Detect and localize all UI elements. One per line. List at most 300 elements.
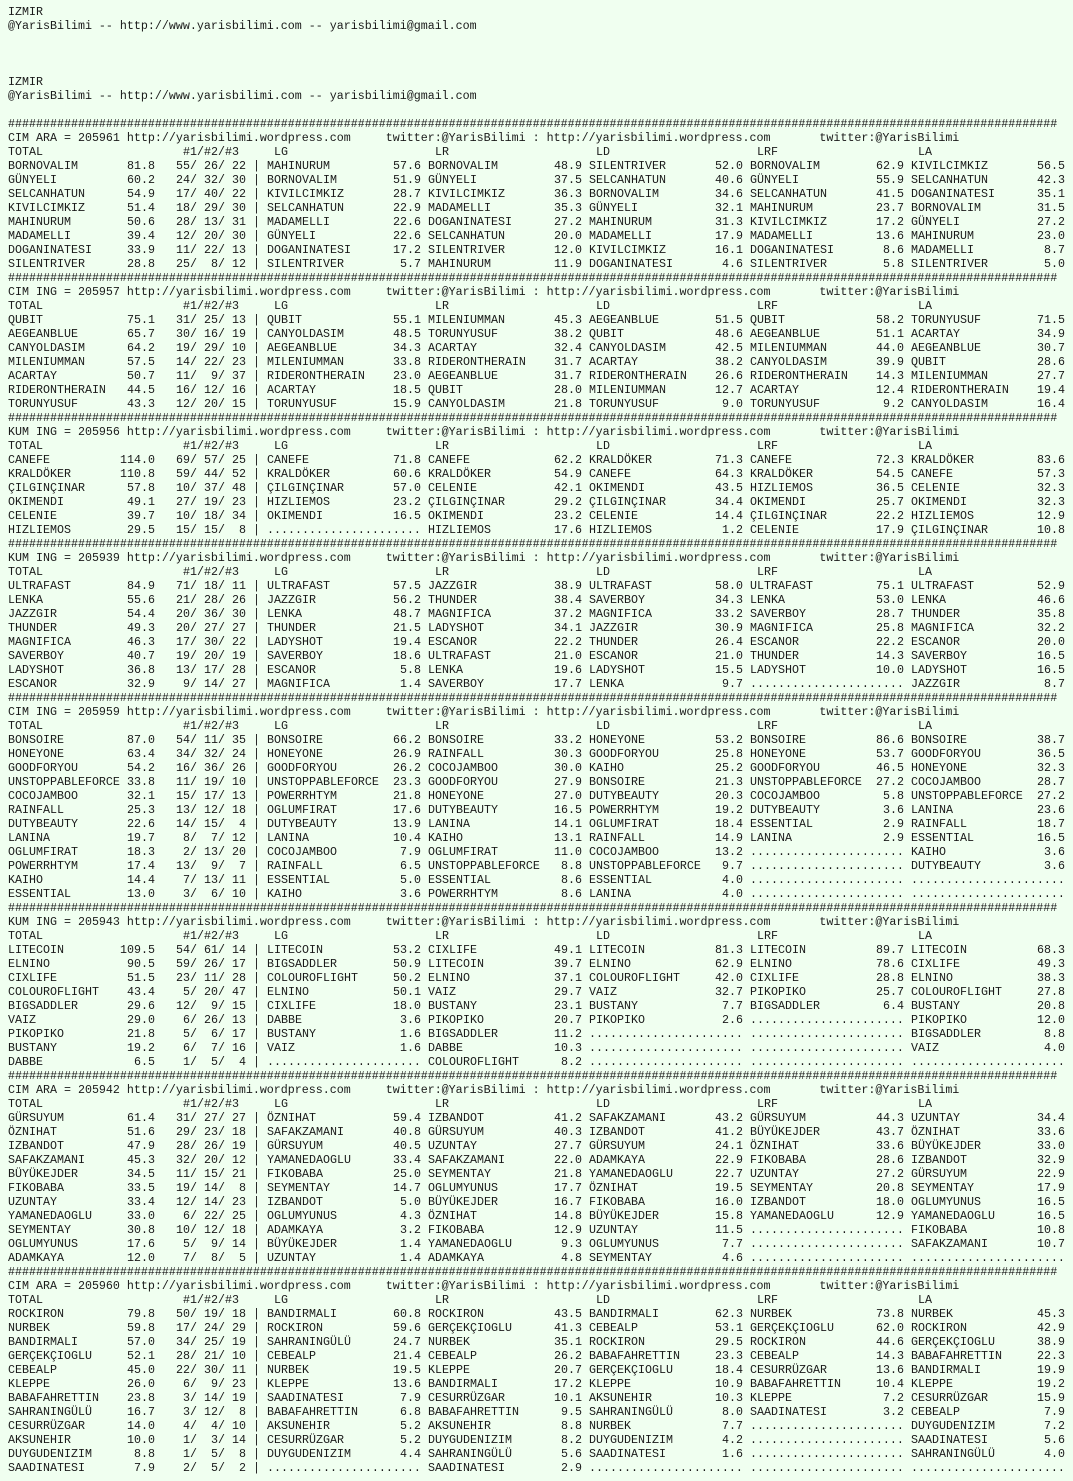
- lr-horse-name: GÜRSUYUM: [428, 1125, 484, 1139]
- lg-score: 48.7: [393, 607, 421, 621]
- lrf-score: 5.8: [883, 257, 904, 271]
- lrf-score: 43.7: [876, 1125, 904, 1139]
- result-row: [8, 481, 1073, 495]
- horse-name: BÜYÜKEJDER: [8, 1167, 78, 1181]
- lr-horse-name: LADYSHOT: [428, 621, 484, 635]
- race-section: [8, 901, 1073, 1069]
- lg-horse-name: OGLUMYUNUS: [267, 1209, 337, 1223]
- ld-score: 29.5: [715, 1335, 743, 1349]
- placings: 19/ 14/ 8: [176, 1181, 246, 1195]
- ld-score: 7.7: [722, 1419, 743, 1433]
- lr-horse-name: ÇILGINÇINAR: [428, 495, 505, 509]
- ld-horse-name: RIDERONTHERAIN: [589, 369, 687, 383]
- divider: |: [253, 1153, 260, 1167]
- total-score: 46.3: [127, 635, 155, 649]
- lr-score: 20.7: [554, 1013, 582, 1027]
- intro-contact: @YarisBilimi -- http://www.yarisbilimi.com -- yarisbilimi@gmail.com: [8, 89, 477, 103]
- result-row: [8, 1111, 1073, 1125]
- lrf-score: 44.3: [876, 1111, 904, 1125]
- lg-horse-name: LADYSHOT: [267, 635, 323, 649]
- lg-score: 28.7: [393, 187, 421, 201]
- lr-score: 17.7: [554, 677, 582, 691]
- la-horse-name: BABAFAHRETTIN: [911, 1349, 1002, 1363]
- lr-horse-name: KLEPPE: [428, 1363, 470, 1377]
- ld-score: 4.2: [722, 1433, 743, 1447]
- column-header-ld: LD: [596, 929, 610, 943]
- divider: |: [253, 257, 260, 271]
- lrf-horse-name: GÜRSUYUM: [750, 1111, 806, 1125]
- ld-score: 30.9: [715, 621, 743, 635]
- la-score: 4.0: [1044, 1447, 1065, 1461]
- lg-score: 22.9: [393, 201, 421, 215]
- la-horse-name: HONEYONE: [911, 761, 967, 775]
- result-row: [8, 789, 1073, 803]
- ld-score: 21.3: [715, 775, 743, 789]
- placings: 19/ 20/ 19: [176, 649, 246, 663]
- lr-score: 13.1: [554, 831, 582, 845]
- column-header-lr: LR: [435, 565, 449, 579]
- ld-horse-name: OGLUMFIRAT: [589, 817, 659, 831]
- column-header-splits: #1/#2/#3: [183, 439, 239, 453]
- placings: 11/ 15/ 21: [176, 1167, 246, 1181]
- result-row: [8, 1181, 1073, 1195]
- la-horse-name: ......................: [911, 887, 1065, 901]
- la-horse-name: CELENIE: [911, 481, 960, 495]
- lg-score: 60.6: [393, 467, 421, 481]
- lr-horse-name: VAIZ: [428, 985, 456, 999]
- ld-score: 14.4: [715, 509, 743, 523]
- separator-line: ######################################################################################################################################################: [8, 1265, 1058, 1279]
- divider: |: [253, 803, 260, 817]
- lrf-horse-name: CELENIE: [750, 523, 799, 537]
- lg-horse-name: ROCKIRON: [267, 1321, 323, 1335]
- ld-horse-name: SAFAKZAMANI: [589, 1111, 666, 1125]
- divider: |: [253, 1335, 260, 1349]
- lrf-horse-name: ......................: [750, 1447, 904, 1461]
- la-horse-name: COCOJAMBOO: [911, 775, 981, 789]
- lrf-horse-name: ELNINO: [750, 957, 792, 971]
- lrf-horse-name: KRALDÖKER: [750, 467, 813, 481]
- horse-name: RAINFALL: [8, 803, 64, 817]
- placings: 29/ 23/ 18: [176, 1125, 246, 1139]
- lrf-score: 53.0: [876, 593, 904, 607]
- lr-horse-name: SILENTRIVER: [428, 243, 505, 257]
- lr-horse-name: LANINA: [428, 817, 470, 831]
- placings: 18/ 29/ 30: [176, 201, 246, 215]
- column-header-lrf: LRF: [757, 299, 778, 313]
- total-score: 57.5: [127, 355, 155, 369]
- column-header-ld: LD: [596, 1293, 610, 1307]
- column-header-splits: #1/#2/#3: [183, 929, 239, 943]
- lg-horse-name: HONEYONE: [267, 747, 323, 761]
- lrf-score: 25.7: [876, 495, 904, 509]
- lg-score: 57.0: [393, 481, 421, 495]
- column-header-lg: LG: [274, 439, 288, 453]
- column-header-total: TOTAL: [8, 929, 43, 943]
- lrf-score: 28.7: [876, 607, 904, 621]
- horse-name: MAGNIFICA: [8, 635, 71, 649]
- divider: |: [253, 1055, 260, 1069]
- lrf-score: 7.2: [883, 1391, 904, 1405]
- ld-horse-name: BONSOIRE: [589, 775, 645, 789]
- result-row: [8, 1377, 1073, 1391]
- total-score: 110.8: [120, 467, 155, 481]
- la-horse-name: SELCANHATUN: [911, 173, 988, 187]
- lg-horse-name: CIXLIFE: [267, 999, 316, 1013]
- lg-horse-name: CESURRÜZGAR: [267, 1433, 344, 1447]
- lrf-horse-name: ULTRAFAST: [750, 579, 813, 593]
- divider: |: [253, 243, 260, 257]
- placings: 55/ 26/ 22: [176, 159, 246, 173]
- horse-name: GERÇEKÇIOGLU: [8, 1349, 92, 1363]
- lrf-horse-name: ......................: [750, 859, 904, 873]
- column-header-splits: #1/#2/#3: [183, 719, 239, 733]
- lg-horse-name: SELCANHATUN: [267, 201, 344, 215]
- result-row: [8, 579, 1073, 593]
- lg-horse-name: AEGEANBLUE: [267, 341, 337, 355]
- ld-score: 62.3: [715, 1307, 743, 1321]
- placings: 3/ 12/ 8: [183, 1405, 246, 1419]
- divider: |: [253, 943, 260, 957]
- ld-score: 15.5: [715, 663, 743, 677]
- lg-horse-name: FIKOBABA: [267, 1167, 323, 1181]
- la-horse-name: KLEPPE: [911, 1377, 953, 1391]
- lrf-score: 14.3: [876, 369, 904, 383]
- ld-horse-name: QUBIT: [589, 327, 624, 341]
- divider: |: [253, 1111, 260, 1125]
- lrf-horse-name: FIKOBABA: [750, 1153, 806, 1167]
- horse-name: DOGANINATESI: [8, 243, 92, 257]
- placings: 3/ 6/ 10: [183, 887, 246, 901]
- horse-name: UNSTOPPABLEFORCE: [8, 775, 120, 789]
- lr-horse-name: KIVILCIMKIZ: [428, 187, 505, 201]
- lr-score: 27.7: [554, 1139, 582, 1153]
- la-horse-name: ......................: [911, 873, 1065, 887]
- lr-horse-name: TORUNYUSUF: [428, 327, 498, 341]
- lrf-horse-name: MADAMELLI: [750, 229, 813, 243]
- placings: 25/ 8/ 12: [176, 257, 246, 271]
- horse-name: UZUNTAY: [8, 1195, 57, 1209]
- total-score: 17.4: [127, 859, 155, 873]
- ld-score: 34.6: [715, 187, 743, 201]
- lg-horse-name: UNSTOPPABLEFORCE: [267, 775, 379, 789]
- horse-name: ADAMKAYA: [8, 1251, 64, 1265]
- lg-horse-name: SAADINATESI: [267, 1391, 344, 1405]
- column-header-total: TOTAL: [8, 565, 43, 579]
- la-horse-name: SILENTRIVER: [911, 257, 988, 271]
- lr-horse-name: BANDIRMALI: [428, 1377, 498, 1391]
- result-row: [8, 663, 1073, 677]
- ld-horse-name: COCOJAMBOO: [589, 845, 659, 859]
- la-score: 27.7: [1037, 369, 1065, 383]
- horse-name: LADYSHOT: [8, 663, 64, 677]
- la-score: 35.8: [1037, 607, 1065, 621]
- lg-horse-name: ACARTAY: [267, 383, 316, 397]
- result-row: [8, 1349, 1073, 1363]
- lrf-score: 53.7: [876, 747, 904, 761]
- lrf-horse-name: CANEFE: [750, 453, 792, 467]
- divider: |: [253, 887, 260, 901]
- lg-horse-name: KRALDÖKER: [267, 467, 330, 481]
- result-row: [8, 509, 1073, 523]
- placings: 32/ 20/ 12: [176, 1153, 246, 1167]
- result-row: [8, 1013, 1073, 1027]
- horse-name: BONSOIRE: [8, 733, 64, 747]
- total-score: 90.5: [127, 957, 155, 971]
- divider: |: [253, 397, 260, 411]
- ld-horse-name: YAMANEDAOGLU: [589, 1167, 673, 1181]
- result-row: [8, 971, 1073, 985]
- lr-horse-name: COLOUROFLIGHT: [428, 1055, 519, 1069]
- divider: |: [253, 1461, 260, 1475]
- divider: |: [253, 733, 260, 747]
- result-row: [8, 1153, 1073, 1167]
- ld-score: 7.7: [722, 1237, 743, 1251]
- lg-horse-name: KIVILCIMKIZ: [267, 187, 344, 201]
- lrf-score: 18.0: [876, 1195, 904, 1209]
- lrf-horse-name: CIXLIFE: [750, 971, 799, 985]
- placings: 17/ 40/ 22: [176, 187, 246, 201]
- la-horse-name: OKIMENDI: [911, 495, 967, 509]
- lr-horse-name: SAADINATESI: [428, 1461, 505, 1475]
- lr-score: 14.8: [554, 1209, 582, 1223]
- lr-score: 4.8: [561, 1251, 582, 1265]
- result-row: [8, 313, 1073, 327]
- lr-horse-name: DABBE: [428, 1041, 463, 1055]
- result-row: [8, 999, 1073, 1013]
- horse-name: CESURRÜZGAR: [8, 1419, 85, 1433]
- la-horse-name: NURBEK: [911, 1307, 953, 1321]
- horse-name: BUSTANY: [8, 1041, 57, 1055]
- horse-name: SAFAKZAMANI: [8, 1153, 85, 1167]
- lg-horse-name: LITECOIN: [267, 943, 323, 957]
- ld-horse-name: MAGNIFICA: [589, 607, 652, 621]
- lrf-horse-name: THUNDER: [750, 649, 799, 663]
- lg-score: 13.9: [393, 817, 421, 831]
- lr-score: 23.2: [554, 509, 582, 523]
- column-header-ld: LD: [596, 299, 610, 313]
- column-header-la: LA: [918, 719, 932, 733]
- lrf-horse-name: LITECOIN: [750, 943, 806, 957]
- lr-score: 40.3: [554, 1125, 582, 1139]
- divider: |: [253, 677, 260, 691]
- lrf-score: 75.1: [876, 579, 904, 593]
- la-score: 36.5: [1037, 747, 1065, 761]
- ld-horse-name: COLOUROFLIGHT: [589, 971, 680, 985]
- lr-horse-name: JAZZGIR: [428, 579, 477, 593]
- placings: 59/ 44/ 52: [176, 467, 246, 481]
- lrf-horse-name: UZUNTAY: [750, 1167, 799, 1181]
- column-header-splits: #1/#2/#3: [183, 299, 239, 313]
- ld-score: 1.2: [722, 523, 743, 537]
- total-score: 33.4: [127, 1195, 155, 1209]
- placings: 1/ 5/ 8: [183, 1447, 246, 1461]
- ld-horse-name: CELENIE: [589, 509, 638, 523]
- ld-horse-name: ÇILGINÇINAR: [589, 495, 666, 509]
- placings: 13/ 12/ 18: [176, 803, 246, 817]
- la-score: 38.7: [1037, 733, 1065, 747]
- ld-score: 53.2: [715, 733, 743, 747]
- la-horse-name: QUBIT: [911, 355, 946, 369]
- column-header-la: LA: [918, 565, 932, 579]
- lrf-horse-name: HIZLIEMOS: [750, 481, 813, 495]
- placings: 12/ 20/ 15: [176, 397, 246, 411]
- column-header-total: TOTAL: [8, 299, 43, 313]
- lg-score: 19.4: [393, 635, 421, 649]
- lr-horse-name: OGLUMYUNUS: [428, 1181, 498, 1195]
- lr-horse-name: BONSOIRE: [428, 733, 484, 747]
- ld-horse-name: IZBANDOT: [589, 1125, 645, 1139]
- lrf-horse-name: ......................: [750, 1055, 904, 1069]
- result-row: [8, 397, 1073, 411]
- lr-horse-name: AEGEANBLUE: [428, 369, 498, 383]
- lr-horse-name: MAGNIFICA: [428, 607, 491, 621]
- la-score: 12.9: [1037, 509, 1065, 523]
- ld-score: 43.5: [715, 481, 743, 495]
- divider: |: [253, 635, 260, 649]
- lrf-horse-name: DOGANINATESI: [750, 243, 834, 257]
- ld-horse-name: CANEFE: [589, 467, 631, 481]
- lg-score: 23.2: [393, 495, 421, 509]
- result-row: [8, 215, 1073, 229]
- lr-score: 17.6: [554, 523, 582, 537]
- lg-score: 21.5: [393, 621, 421, 635]
- lrf-score: 33.6: [876, 1139, 904, 1153]
- column-header-total: TOTAL: [8, 719, 43, 733]
- result-row: [8, 173, 1073, 187]
- result-row: [8, 831, 1073, 845]
- la-horse-name: PIKOPIKO: [911, 1013, 967, 1027]
- result-row: [8, 1307, 1073, 1321]
- placings: 19/ 29/ 10: [176, 341, 246, 355]
- la-horse-name: MAGNIFICA: [911, 621, 974, 635]
- lr-score: 22.0: [554, 1153, 582, 1167]
- horse-name: YAMANEDAOGLU: [8, 1209, 92, 1223]
- total-score: 75.1: [127, 313, 155, 327]
- ld-horse-name: SELCANHATUN: [589, 173, 666, 187]
- ld-score: 42.0: [715, 971, 743, 985]
- divider: |: [253, 313, 260, 327]
- lg-horse-name: ESSENTIAL: [267, 873, 330, 887]
- lr-horse-name: SELCANHATUN: [428, 229, 505, 243]
- total-score: 54.2: [127, 761, 155, 775]
- divider: |: [253, 789, 260, 803]
- ld-score: 33.2: [715, 607, 743, 621]
- ld-score: 23.3: [715, 1349, 743, 1363]
- lrf-horse-name: LANINA: [750, 831, 792, 845]
- total-score: 34.5: [127, 1167, 155, 1181]
- lrf-horse-name: LENKA: [750, 593, 785, 607]
- total-score: 29.0: [127, 1013, 155, 1027]
- la-horse-name: ESCANOR: [911, 635, 960, 649]
- lr-horse-name: UZUNTAY: [428, 1139, 477, 1153]
- ld-score: 4.0: [722, 887, 743, 901]
- la-horse-name: LANINA: [911, 803, 953, 817]
- result-row: [8, 873, 1073, 887]
- ld-horse-name: KIVILCIMKIZ: [589, 243, 666, 257]
- lr-horse-name: HIZLIEMOS: [428, 523, 491, 537]
- lr-score: 29.7: [554, 985, 582, 999]
- la-horse-name: IZBANDOT: [911, 1153, 967, 1167]
- ld-horse-name: KAIHO: [589, 761, 624, 775]
- ld-horse-name: ......................: [589, 1041, 743, 1055]
- blank-line: [8, 47, 1073, 61]
- horse-name: MADAMELLI: [8, 229, 71, 243]
- placings: 54/ 61/ 14: [176, 943, 246, 957]
- lrf-score: 41.5: [876, 187, 904, 201]
- result-row: [8, 1461, 1073, 1475]
- column-header-row: [8, 1097, 1073, 1111]
- placings: 12/ 14/ 23: [176, 1195, 246, 1209]
- total-score: 57.0: [127, 1335, 155, 1349]
- divider: |: [253, 341, 260, 355]
- race-title: CIM ING = 205959 http://yarisbilimi.wordpress.com twitter:@YarisBilimi : http://yarisbilimi.wordpress.com twitter:@YarisBilimi: [8, 705, 960, 719]
- column-header-splits: #1/#2/#3: [183, 565, 239, 579]
- total-score: 45.3: [127, 1153, 155, 1167]
- ld-score: 43.2: [715, 1111, 743, 1125]
- column-header-lg: LG: [274, 1293, 288, 1307]
- placings: 31/ 27/ 27: [176, 1111, 246, 1125]
- lrf-horse-name: TORUNYUSUF: [750, 397, 820, 411]
- lr-score: 27.0: [554, 789, 582, 803]
- lr-score: 8.2: [561, 1433, 582, 1447]
- total-score: 13.0: [127, 887, 155, 901]
- ld-horse-name: ROCKIRON: [589, 1335, 645, 1349]
- la-score: 16.5: [1037, 831, 1065, 845]
- lrf-horse-name: IZBANDOT: [750, 1195, 806, 1209]
- column-header-lr: LR: [435, 929, 449, 943]
- divider: |: [253, 1251, 260, 1265]
- lrf-horse-name: BABAFAHRETTIN: [750, 1377, 841, 1391]
- total-score: 51.5: [127, 971, 155, 985]
- lr-score: 21.8: [554, 1167, 582, 1181]
- horse-name: OGLUMYUNUS: [8, 1237, 78, 1251]
- lrf-score: 46.5: [876, 761, 904, 775]
- lg-horse-name: ÇILGINÇINAR: [267, 481, 344, 495]
- lr-horse-name: CIXLIFE: [428, 943, 477, 957]
- placings: 27/ 19/ 23: [176, 495, 246, 509]
- placings: 5/ 9/ 14: [183, 1237, 246, 1251]
- total-score: 32.9: [127, 677, 155, 691]
- horse-name: QUBIT: [8, 313, 43, 327]
- ld-horse-name: SAHRANINGÜLÜ: [589, 1405, 673, 1419]
- lrf-horse-name: SILENTRIVER: [750, 257, 827, 271]
- la-score: 32.3: [1037, 481, 1065, 495]
- lr-score: 21.0: [554, 649, 582, 663]
- horse-name: RIDERONTHERAIN: [8, 383, 106, 397]
- total-score: 109.5: [120, 943, 155, 957]
- lrf-horse-name: BONSOIRE: [750, 733, 806, 747]
- horse-name: KRALDÖKER: [8, 467, 71, 481]
- placings: 28/ 26/ 19: [176, 1139, 246, 1153]
- total-score: 7.9: [134, 1461, 155, 1475]
- lg-score: 40.8: [393, 1125, 421, 1139]
- la-score: 23.0: [1037, 229, 1065, 243]
- lg-score: 60.8: [393, 1307, 421, 1321]
- la-score: 27.8: [1037, 985, 1065, 999]
- ld-horse-name: ACARTAY: [589, 355, 638, 369]
- la-score: 4.0: [1044, 1041, 1065, 1055]
- result-row: [8, 943, 1073, 957]
- ld-score: 48.6: [715, 327, 743, 341]
- column-header-lrf: LRF: [757, 1097, 778, 1111]
- total-score: 25.3: [127, 803, 155, 817]
- ld-score: 41.2: [715, 1125, 743, 1139]
- horse-name: OGLUMFIRAT: [8, 845, 78, 859]
- result-row: [8, 1321, 1073, 1335]
- divider: |: [253, 873, 260, 887]
- race-title: CIM ARA = 205960 http://yarisbilimi.wordpress.com twitter:@YarisBilimi : http://yarisbilimi.wordpress.com twitter:@YarisBilimi: [8, 1279, 960, 1293]
